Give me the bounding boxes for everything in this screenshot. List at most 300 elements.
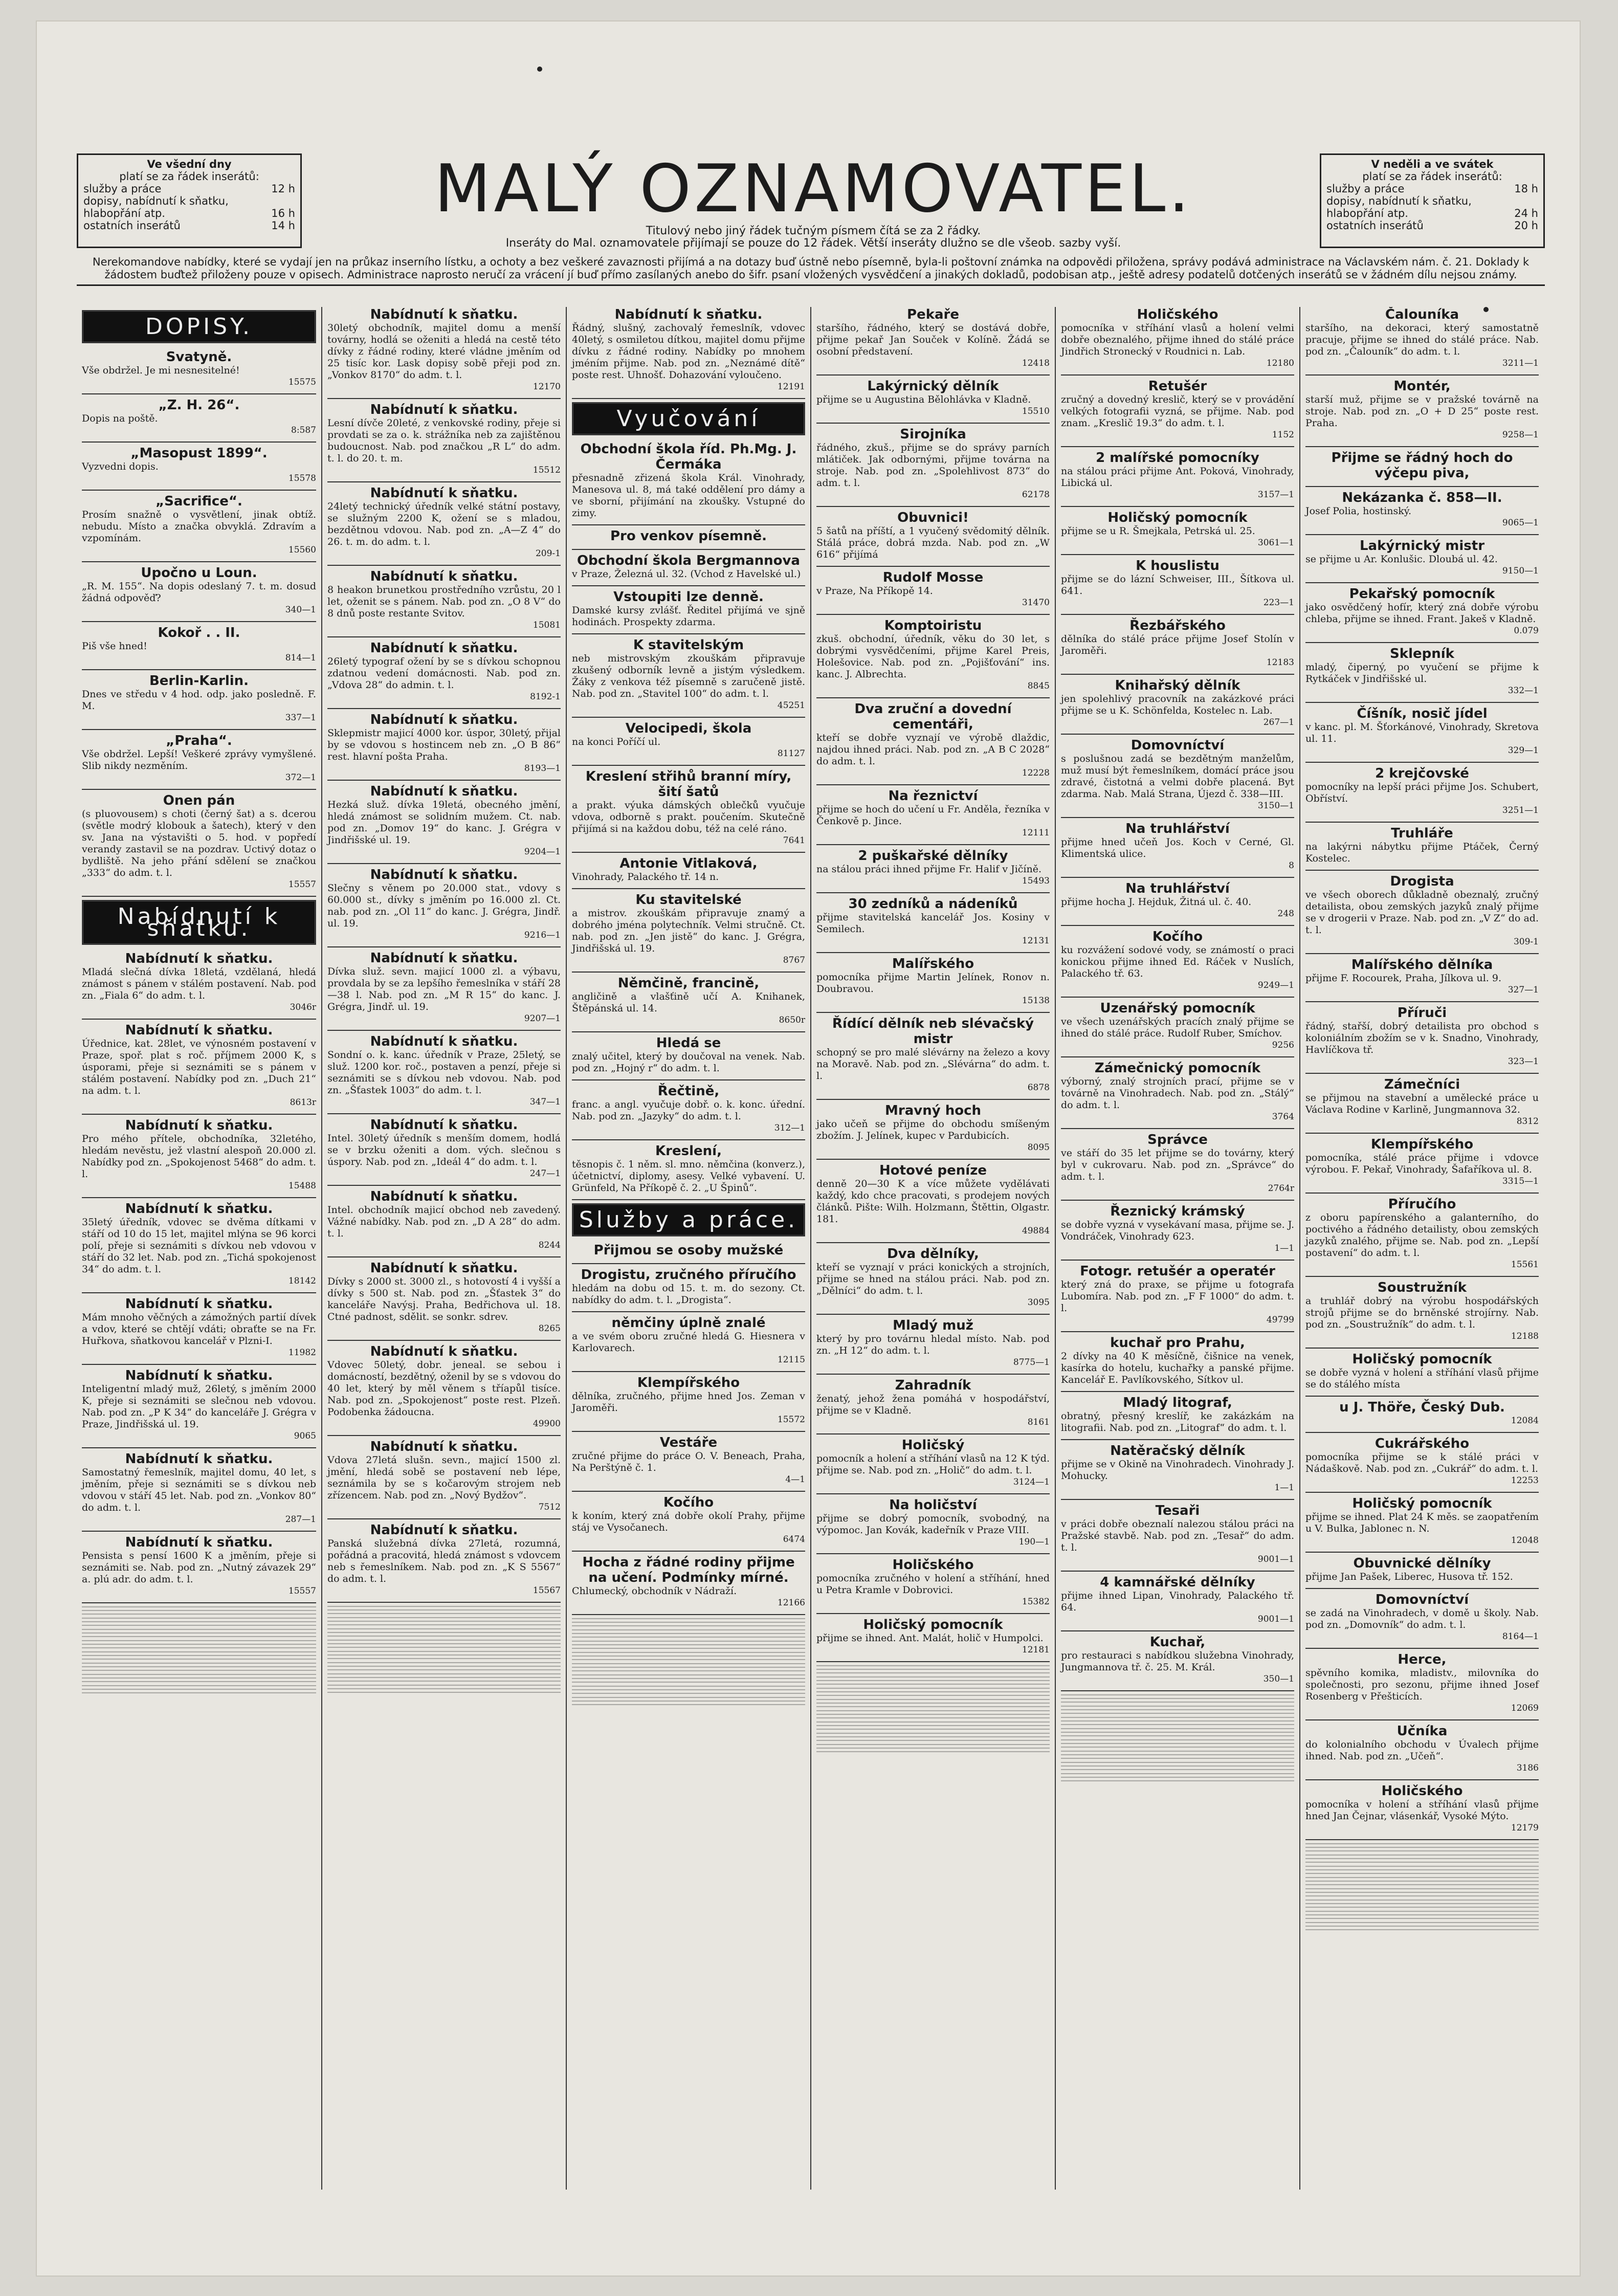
rate-price: 16 h: [271, 207, 295, 219]
ad-text: neb mistrovským zkouškám připravuje zkušený odborník levně a jistým výsledkem. Žáky z venkova též písemně s zaručeně jistě. Nab. pod zn. „Stavitel 100“ do adm. t. l.: [572, 653, 805, 699]
ad-reference-number: 15560: [288, 545, 316, 555]
ad-text: dělníka, zručného, přijme hned Jos. Zeman v Jaroměři.: [572, 1390, 805, 1414]
ad-reference-number: 15557: [288, 879, 316, 890]
illegible-print: [816, 1744, 1050, 1752]
ad-reference-number: 9256: [1272, 1040, 1294, 1050]
ad-text: k koním, který zná dobře okolí Prahy, přijme stáj ve Vysočanech.: [572, 1510, 805, 1533]
classified-ad: [1061, 510, 1294, 549]
ad-reference-number: 3764: [1272, 1112, 1294, 1122]
ad-divider: [1305, 1348, 1539, 1349]
ad-divider: [1061, 1128, 1294, 1129]
classified-ad: [327, 712, 561, 775]
ad-text: pro restauraci s nabídkou služebna Vinohrady, Jungmannova tř. č. 25. M. Král.: [1061, 1650, 1294, 1673]
ad-reference-number: 327—1: [1508, 985, 1539, 995]
ad-text: pomocníka v stříhání vlasů a holení velmi dobře obeznalého, přijme ihned do stálé práce Jindřich Stronecký v Roudnici n. Lab.: [1061, 322, 1294, 357]
ad-text: pomocníka přijme Martin Jelínek, Ronov n. Doubravou.: [816, 972, 1050, 995]
ad-text: staršího, řádného, který se dostává dobře, přijme pekař Jan Souček v Kolíně. Žádá se osobní představení.: [816, 322, 1050, 357]
illegible-print: [82, 1618, 316, 1626]
classified-ad: [82, 1535, 316, 1597]
ad-heading: Fotogr. retušér a operatér: [1080, 1264, 1275, 1279]
ad-heading: Čalouníka: [1385, 307, 1459, 322]
ad-text: Damské kursy zvlášť. Ředitel přijímá ve sjně hodinách. Prospekty zdarma.: [572, 605, 805, 628]
classified-ad: [1305, 1783, 1539, 1834]
rate-label: ostatních inserátů: [83, 219, 181, 232]
ad-divider: [816, 1613, 1050, 1614]
illegible-print: [816, 1710, 1050, 1718]
ad-heading: Uzenářský pomocník: [1100, 1001, 1255, 1016]
ad-heading: 2 puškařské dělníky: [858, 848, 1008, 864]
ad-text: Intel. obchodník majicí obchod neb zavedený. Vážné nabídky. Nab. pod zn. „D A 28“ do adm. t. l.: [327, 1204, 561, 1239]
ad-divider: [82, 621, 316, 622]
ad-heading: Nabídnutí k sňatku.: [125, 1023, 273, 1038]
illegible-print: [82, 1674, 316, 1682]
ad-heading: Hotové peníze: [879, 1163, 987, 1178]
title-subline-2: Inseráty do Mal. oznamovatele přijímají se pouze do 12 řádek. Větší inseráty dlužno se dle všeob. sazby vyší.: [505, 237, 1121, 250]
classified-ad: [1061, 1132, 1294, 1195]
ad-reference-number: 9207—1: [524, 1013, 561, 1024]
sunday-rates-box: [1320, 153, 1545, 248]
ad-divider: [1305, 1276, 1539, 1277]
ad-heading: Nabídnutí k sňatku.: [125, 951, 273, 966]
ad-heading: Na holičství: [889, 1497, 977, 1513]
illegible-print: [327, 1685, 561, 1693]
ad-reference-number: 12183: [1266, 657, 1294, 668]
illegible-print: [82, 1685, 316, 1693]
ad-divider: [572, 633, 805, 634]
ad-reference-number: 347—1: [529, 1097, 561, 1107]
ad-reference-number: 15488: [288, 1181, 316, 1191]
classified-ad: [816, 427, 1050, 501]
ad-reference-number: 329—1: [1508, 745, 1539, 756]
ad-reference-number: 49884: [1022, 1226, 1050, 1236]
ad-reference-number: 8161: [1027, 1417, 1050, 1427]
ad-reference-number: 312—1: [774, 1123, 805, 1133]
illegible-print: [327, 1673, 561, 1682]
illegible-print: [572, 1697, 805, 1705]
ad-reference-number: 15578: [288, 473, 316, 483]
classified-ad: [1305, 706, 1539, 757]
ad-text: (s pluovousem) s choti (černý šat) a s. dcerou (světle modrý klobouk a šatech), který v den sv. Jana na výstavišti o 5. hod. v popředí verandy zastavil se na pozdrav. Uctivý dotaz o bydliště. Na jeho přání sdělení se značkou „333“ do adm. t. l.: [82, 808, 316, 878]
classified-ad: [816, 510, 1050, 561]
ad-divider: [1061, 674, 1294, 675]
classified-ad: [327, 1034, 561, 1108]
ad-text: Vyzvedni dopis.: [82, 461, 159, 472]
ad-text: přijme se u Augustina Bělohlávka v Kladně.: [816, 394, 1031, 405]
classified-ad: [82, 1118, 316, 1192]
ad-reference-number: 0.079: [1514, 626, 1539, 636]
ad-text: zkuš. obchodní, úředník, věku do 30 let, s dobrými vysvědčeními, přijme Karel Preis, Holešovice. Nab. pod zn. „Pojišťování“ ins. kanc. J. Albrechta.: [816, 633, 1050, 680]
ad-divider: [816, 1661, 1050, 1662]
ad-heading: 2 malířské pomocníky: [1096, 450, 1259, 466]
ad-reference-number: 12131: [1022, 936, 1050, 946]
classified-ad: [1305, 1197, 1539, 1271]
ad-reference-number: 8767: [783, 955, 805, 965]
ad-reference-number: 323—1: [1508, 1056, 1539, 1067]
ad-text: Slečny s věnem po 20.000 stat., vdovy s 60.000 st., dívky s jměním po 16.000 zl. Ct. nab. pod zn. „Ol 11“ do kanc. J. Grégra, Jindř. ul. 19.: [327, 882, 561, 929]
ad-divider: [82, 1531, 316, 1532]
illegible-print: [327, 1606, 561, 1614]
ad-divider: [1305, 702, 1539, 703]
ad-text: starší muž, přijme se v pražské továrně na stroje. Nab. pod zn. „O + D 25“ poste rest. Praha.: [1305, 394, 1539, 429]
classified-ad: [327, 569, 561, 631]
rate-row: [83, 207, 295, 219]
illegible-print: [816, 1721, 1050, 1730]
ad-heading: Mladý litograf,: [1123, 1395, 1232, 1410]
ad-divider: [327, 1340, 561, 1341]
classified-ad: [1305, 1352, 1539, 1390]
ad-divider: [82, 1292, 316, 1293]
ad-divider: [1305, 1839, 1539, 1840]
ad-reference-number: 1152: [1272, 430, 1294, 440]
ad-text: přijme se ihned. Plat 24 K měs. se zaopatřením u V. Bulka, Jablonec n. N.: [1305, 1511, 1539, 1534]
classified-ad: [82, 733, 316, 784]
ad-text: zručný a dovedný kreslič, který se v provádění velkých fotografii vyzná, se přijme. Nab. pod znam. „Kreslič 19.3“ do adm. t. l.: [1061, 394, 1294, 429]
ad-reference-number: 9249—1: [1257, 980, 1294, 990]
ad-reference-number: 8244: [538, 1240, 561, 1250]
ad-reference-number: 12253: [1511, 1475, 1539, 1486]
ad-heading: Němčině, francině,: [617, 976, 760, 991]
ad-text: Mladá slečná dívka 18letá, vzdělaná, hledá známost s pánem v stálém postavení. Nab. pod zn. „Fiala 6“ do adm. t. l.: [82, 966, 316, 1001]
ad-reference-number: 9065: [294, 1431, 316, 1441]
ad-divider: [1061, 1391, 1294, 1392]
ad-heading: Soustružník: [1377, 1280, 1467, 1295]
ad-divider: [1305, 1492, 1539, 1493]
classified-ad: [816, 570, 1050, 609]
ad-text: ve všech oborech důkladně obeznalý, zručný detailista, obou zemských jazyků znalý přijme se v drogerii v Praze. Nab. pod zn. „V Z“ do ad. t. l.: [1305, 889, 1539, 936]
ad-text: ve stáří do 35 let přijme se do továrny, který byl v cukrovaru. Nab. pod zn. „Správce“ do adm. t. l.: [1061, 1147, 1294, 1182]
ad-divider: [1305, 953, 1539, 954]
ad-divider: [572, 1079, 805, 1080]
ad-heading: Berlin-Karlin.: [149, 673, 249, 689]
ad-heading: Řeznický krámský: [1110, 1204, 1245, 1219]
ad-reference-number: 248: [1277, 909, 1294, 919]
ad-heading: Holičského: [1137, 307, 1218, 322]
ad-heading: Sirojníka: [900, 427, 966, 442]
ad-heading: Klempířského: [637, 1375, 740, 1390]
ad-heading: Nabídnutí k sňatku.: [370, 951, 518, 966]
classified-ad: [1305, 766, 1539, 816]
ad-reference-number: 287—1: [285, 1514, 316, 1525]
ad-text: ku rozvážení sodové vody, se známostí o praci konickou přijme ihned Ed. Ráček v Nuslích, Palackého tř. 63.: [1061, 944, 1294, 979]
illegible-print: [1305, 1911, 1539, 1919]
ad-text: se přijmou na stavební a umělecké práce u Václava Rodine v Karlině, Jungmannova 32.: [1305, 1092, 1539, 1115]
ad-reference-number: 8312: [1516, 1116, 1539, 1127]
illegible-print: [82, 1651, 316, 1660]
ad-text: na konci Poříčí ul.: [572, 736, 661, 747]
ad-divider: [816, 892, 1050, 893]
ad-reference-number: 350—1: [1263, 1674, 1294, 1684]
ad-reference-number: 15493: [1022, 876, 1050, 886]
ad-reference-number: 8193—1: [524, 763, 561, 774]
ad-reference-number: 49799: [1266, 1315, 1294, 1325]
classified-ad: [1305, 1652, 1539, 1714]
ad-reference-number: 9001—1: [1257, 1614, 1294, 1624]
ad-reference-number: 15510: [1022, 406, 1050, 416]
ad-reference-number: 6474: [783, 1534, 805, 1544]
ad-heading: Číšník, nosič jídel: [1357, 706, 1488, 721]
ad-heading: Přijme se řádný hoch do výčepu piva,: [1331, 450, 1513, 481]
ad-divider: [1305, 1779, 1539, 1780]
illegible-print: [1305, 1877, 1539, 1885]
rate-label: hlabopřání atp.: [83, 207, 165, 219]
classified-ad: [1305, 379, 1539, 441]
ad-divider: [82, 490, 316, 491]
rate-row: [1326, 195, 1538, 207]
classified-ad: [1061, 379, 1294, 441]
classified-ad: [1061, 450, 1294, 501]
ad-heading: Vestáře: [659, 1435, 718, 1450]
classified-ad: [1061, 678, 1294, 728]
classified-ad: [327, 485, 561, 560]
classified-ad: [82, 1023, 316, 1109]
ad-text: angličině a vlašťině učí A. Knihanek, Štěpánská ul. 14.: [572, 991, 805, 1014]
classified-ad: [1061, 881, 1294, 920]
ad-heading: Holičský pomocník: [1352, 1496, 1492, 1511]
ad-reference-number: 337—1: [285, 713, 316, 723]
ad-divider: [82, 1364, 316, 1365]
ad-heading: Onen pán: [163, 793, 235, 808]
ad-heading: Natěračský dělník: [1110, 1443, 1245, 1459]
ad-heading: Upočno u Loun.: [141, 565, 257, 581]
ad-heading: Řídící dělník neb slévačský mistr: [832, 1016, 1034, 1047]
classified-ad: [1305, 1496, 1539, 1547]
ad-heading: Holičský pomocník: [863, 1617, 1003, 1632]
ad-heading: Učníka: [1397, 1724, 1448, 1739]
ad-text: 35letý úředník, vdovec se dvěma dítkami v stáří od 10 do 15 let, majitel mlýna se 96 korci polí, přeje si seznámiti s dívkou neb vdovou v stáří do 32 let. Nab. pod zn. „Tichá spokojenost 34“ do adm. t. l.: [82, 1217, 316, 1275]
ad-heading: Nabídnutí k sňatku.: [370, 307, 518, 322]
ad-text: na lakýrni nábytku přijme Ptáček, Černý Kostelec.: [1305, 841, 1539, 864]
ad-heading: Zahradník: [895, 1378, 971, 1393]
ad-reference-number: 12084: [1511, 1416, 1539, 1426]
ad-text: „R. M. 155“. Na dopis odeslaný 7. t. m. dosud žádná odpověď?: [82, 581, 316, 604]
ad-text: dělníka do stálé práce přijme Josef Stolín v Jaroměři.: [1061, 633, 1294, 656]
ad-reference-number: 18142: [288, 1276, 316, 1286]
ad-heading: Malířského dělníka: [1351, 957, 1493, 973]
ad-text: přijme F. Rocourek, Praha, Jílkova ul. 9.: [1305, 973, 1501, 984]
ad-heading: Komptoiristu: [884, 618, 982, 633]
ad-text: obratný, přesný kreslíř, ke zakázkám na litografii. Nab. pod zn. „Litograf“ do adm. t. l.: [1061, 1410, 1294, 1433]
classified-ad: [816, 1557, 1050, 1608]
classified-ad: [816, 1497, 1050, 1548]
ad-heading: Holičského: [1381, 1783, 1463, 1799]
ad-text: Vdova 27letá slušn. sevn., majicí 1500 zl. jmění, hledá sobě se postavení neb lépe, seznámila by se s kočarovým strojem neb zřízencem. Nab. pod zn. „Nový Bydžov“.: [327, 1454, 561, 1501]
ad-reference-number: 12180: [1266, 358, 1294, 368]
ad-heading: Nabídnutí k sňatku.: [125, 1368, 273, 1383]
ad-heading: Nabídnutí k sňatku.: [370, 784, 518, 799]
ad-text: jako učeň se přijme do obchodu smíšeným zbožím. J. Jelínek, kupec v Pardubicích.: [816, 1118, 1050, 1141]
illegible-print: [572, 1663, 805, 1671]
ad-text: 5 šatů na příští, a 1 vyučený svědomitý dělník. Stálá práce, dobrá mzda. Nab. pod zn. „W 616“ přijímá: [816, 525, 1050, 560]
ad-divider: [1305, 582, 1539, 583]
ad-heading: Nabídnutí k sňatku.: [370, 1261, 518, 1276]
sunday-rates-title: V neděli a ve svátek: [1371, 158, 1494, 170]
ad-reference-number: 11982: [288, 1348, 316, 1358]
illegible-print: [1305, 1888, 1539, 1896]
ad-text: hledám na dobu od 15. t. m. do sezony. Ct. nabídky do adm. t. l. „Drogista“.: [572, 1283, 805, 1306]
ad-heading: Obuvnici!: [897, 510, 969, 525]
ad-divider: [1305, 822, 1539, 823]
ad-divider: [572, 549, 805, 550]
ad-divider: [327, 1113, 561, 1114]
classified-ad: [1061, 1061, 1294, 1123]
classified-ad: [1061, 1443, 1294, 1494]
ad-text: přijme ihned Lipan, Vinohrady, Palackého tř. 64.: [1061, 1590, 1294, 1613]
classified-ad: [327, 402, 561, 476]
masthead: [77, 151, 1545, 250]
ad-heading: „Praha“.: [166, 733, 232, 748]
classified-ad: [1061, 738, 1294, 812]
ad-divider: [82, 1114, 316, 1115]
classified-ad: [816, 788, 1050, 839]
ad-heading: Nabídnutí k sňatku.: [370, 641, 518, 656]
rate-label: služby a práce: [83, 183, 162, 195]
ad-heading: Nabídnutí k sňatku.: [125, 1296, 273, 1312]
ad-divider: [82, 1019, 316, 1020]
ad-text: řádného, zkuš., přijme se do správy parních mlátiček. Jak odbornými, přijme továrna na stroje. Nab. pod zn. „Spolehlivost 873“ do adm. t. l.: [816, 442, 1050, 489]
ad-divider: [82, 896, 316, 897]
ad-divider: [572, 524, 805, 525]
weekday-rates-subtitle: platí se za řádek inserátů:: [119, 170, 259, 183]
ad-reference-number: 12228: [1022, 768, 1050, 778]
classified-ad: [816, 848, 1050, 887]
classified-ad: [82, 565, 316, 616]
ad-divider: [82, 561, 316, 562]
ad-text: Pensista s pensí 1600 K a jměním, přeje si seznámiti se. Nab. pod zn. „Nutný závazek 29“ a. plú adr. do adm. t. l.: [82, 1550, 316, 1585]
ad-heading: Klempířského: [1370, 1137, 1474, 1152]
rate-row: [83, 183, 295, 195]
classified-ad: [572, 589, 805, 628]
ad-reference-number: 3150—1: [1257, 801, 1294, 811]
ad-reference-number: 15081: [533, 620, 561, 630]
ad-heading: Pekaře: [907, 307, 959, 322]
ad-heading: Knihařský dělník: [1115, 678, 1240, 693]
classified-ad: [572, 1435, 805, 1486]
ad-text: pomocník a holení a stříhání vlasů na 12 K týd. přijme se. Nab. pod zn. „Holič“ do adm. t. l.: [816, 1453, 1050, 1476]
ad-text: spěvního komika, mladistv., milovníka do společnosti, pro sezonu, přijme ihned Josef Rosenberg v Přešticích.: [1305, 1667, 1539, 1702]
ad-text: se dobře vyzná v vysekávaní masa, přijme se. J. Vondráček, Vinohrady 623.: [1061, 1219, 1294, 1242]
ad-heading: Pekařský pomocník: [1349, 586, 1495, 602]
ad-reference-number: 8775—1: [1013, 1357, 1050, 1367]
illegible-print: [1305, 1855, 1539, 1863]
ad-reference-number: 12115: [777, 1355, 805, 1365]
classified-ad: [82, 625, 316, 664]
ad-heading: Drogista: [1390, 874, 1454, 889]
classified-ad: [82, 446, 316, 484]
ad-reference-number: 15512: [533, 465, 561, 475]
classified-ad: [1061, 1635, 1294, 1685]
illegible-print: [572, 1618, 805, 1626]
ad-reference-number: 12048: [1511, 1535, 1539, 1546]
illegible-print: [816, 1688, 1050, 1696]
ad-reference-number: 15572: [777, 1415, 805, 1425]
ad-text: Mám mnoho věčných a zámožných partií dívek a vdov, které se chtějí vdáti; obraťte se na Fr. Huřkova, sňatkovou kancelář v Plzni-I.: [82, 1312, 316, 1346]
ad-text: Hezká služ. dívka 19letá, obecného jmění, hledá známost se solidním mužem. Ct. nab. pod zn. „Domov 19“ do kanc. J. Grégra v Jindřišské ul. 19.: [327, 799, 561, 846]
ad-text: těsnopis č. 1 něm. sl. mno. němčina (konverz.), účetnictví, diplomy, asesy. Velké vybavení. U. Grünfeld, Na Příkopě č. 2. „U Špinů“.: [572, 1159, 805, 1194]
rate-label: dopisy, nabídnutí k sňatku,: [1326, 195, 1472, 207]
ad-divider: [327, 1518, 561, 1519]
ad-columns: [77, 307, 1545, 2190]
ad-text: denně 20—30 K a více můžete vydělávati každý, kdo chce pracovati, s prodejem nových článků. Pište: Wilh. Holzmann, Štěttin, Olgastr. 181.: [816, 1178, 1050, 1225]
ad-heading: „Sacrifice“.: [156, 494, 242, 509]
illegible-print: [1061, 1694, 1294, 1703]
ad-text: se dobře vyzná v holení a stříhání vlasů přijme se do stálého místa: [1305, 1367, 1539, 1390]
ad-heading: Ku stavitelské: [635, 892, 742, 908]
classified-ad: [816, 1617, 1050, 1656]
classified-ad: [816, 1163, 1050, 1237]
ad-text: Vše obdržel. Je mi nesnesitelné!: [82, 365, 240, 376]
ad-heading: Kreslení střihů branní míry, šití šatů: [585, 769, 792, 800]
ad-divider: [1061, 614, 1294, 615]
illegible-print: [572, 1629, 805, 1638]
ad-reference-number: 8192-1: [530, 692, 561, 702]
illegible-print: [1305, 1922, 1539, 1930]
ad-divider: [327, 1030, 561, 1031]
ad-divider: [1305, 1432, 1539, 1433]
ad-divider: [1061, 1056, 1294, 1057]
classified-ad: [572, 1143, 805, 1194]
ad-reference-number: 12166: [777, 1598, 805, 1608]
classified-ad: [572, 1315, 805, 1366]
ad-divider: [572, 852, 805, 853]
ad-heading: Nabídnutí k sňatku.: [125, 1535, 273, 1550]
ad-divider: [816, 1242, 1050, 1243]
classified-ad: [816, 1438, 1050, 1488]
ad-text: znalý učitel, který by doučoval na venek. Nab. pod zn. „Hojný r“ do adm. t. l.: [572, 1051, 805, 1074]
ad-divider: [816, 1314, 1050, 1315]
classified-ad: [327, 951, 561, 1025]
ad-divider: [1061, 1690, 1294, 1691]
ad-heading: Nabídnutí k sňatku.: [370, 1439, 518, 1454]
illegible-print: [1061, 1728, 1294, 1736]
ad-divider: [1305, 1001, 1539, 1002]
ad-reference-number: 372—1: [285, 772, 316, 783]
illegible-print: [572, 1674, 805, 1683]
classified-ad: [1061, 1503, 1294, 1565]
ad-reference-number: 15567: [533, 1585, 561, 1596]
ad-heading: Zámečníci: [1384, 1077, 1460, 1092]
ad-reference-number: 3061—1: [1257, 538, 1294, 548]
ad-text: Vdovec 50letý, dobr. jeneal. se sebou i domácností, bezdětný, oženil by se s vdovou do 40 let, který by měl věnem s tříapůl tisíce. Nab. pod zn. „Spokojenost“ poste rest. Plzeň. Podobenka žádoucna.: [327, 1359, 561, 1418]
ad-heading: Příručího: [1388, 1197, 1456, 1212]
classified-ad: [82, 951, 316, 1013]
rate-label: ostatních inserátů: [1326, 219, 1424, 232]
ad-divider: [1305, 1588, 1539, 1589]
ad-reference-number: 7512: [538, 1502, 561, 1512]
ad-text: přijme se ihned. Ant. Malát, holič v Humpolci.: [816, 1632, 1044, 1644]
classified-ad: [327, 1344, 561, 1430]
ad-reference-number: 62178: [1022, 490, 1050, 500]
classified-ad: [1305, 1077, 1539, 1128]
ad-divider: [1305, 1396, 1539, 1397]
ad-heading: Na řeznictví: [888, 788, 978, 804]
ad-reference-number: 12191: [777, 382, 805, 392]
ad-heading: 4 kamnářské dělníky: [1100, 1575, 1255, 1590]
ad-text: se přijme u Ar. Konlušic. Dloubá ul. 42.: [1305, 554, 1498, 565]
illegible-print: [327, 1617, 561, 1625]
ad-text: pomocníka přijme se k stálé práci v Nádaškově. Nab. pod zn. „Cukrář“ do adm. t. l.: [1305, 1451, 1539, 1474]
ad-reference-number: 12170: [533, 382, 561, 392]
ad-divider: [82, 1602, 316, 1603]
ad-text: výborný, znalý strojních prací, přijme se v továrně na Vinohradech. Nab. pod zn. „Stálý“ do adm. t. l.: [1061, 1076, 1294, 1111]
ad-heading: u J. Thöře, Český Dub.: [1339, 1400, 1505, 1415]
ad-reference-number: 1—1: [1274, 1483, 1294, 1493]
ad-text: Pro mého přítele, obchodníka, 32letého, hledám nevěstu, jež vlastní alespoň 20.000 zl. Nabídky pod zn. „Spokojenost 5468“ do adm. t. l.: [82, 1133, 316, 1180]
classified-ad: [1305, 1005, 1539, 1068]
ad-text: Vše obdržel. Lepší! Veškeré zprávy vymyšlené. Slib nikdy nezměním.: [82, 748, 316, 771]
newspaper-section-title: MALÝ OZNAMOVATEL.: [434, 151, 1192, 227]
ad-reference-number: 9065—1: [1502, 518, 1539, 528]
rate-row: [83, 219, 295, 232]
